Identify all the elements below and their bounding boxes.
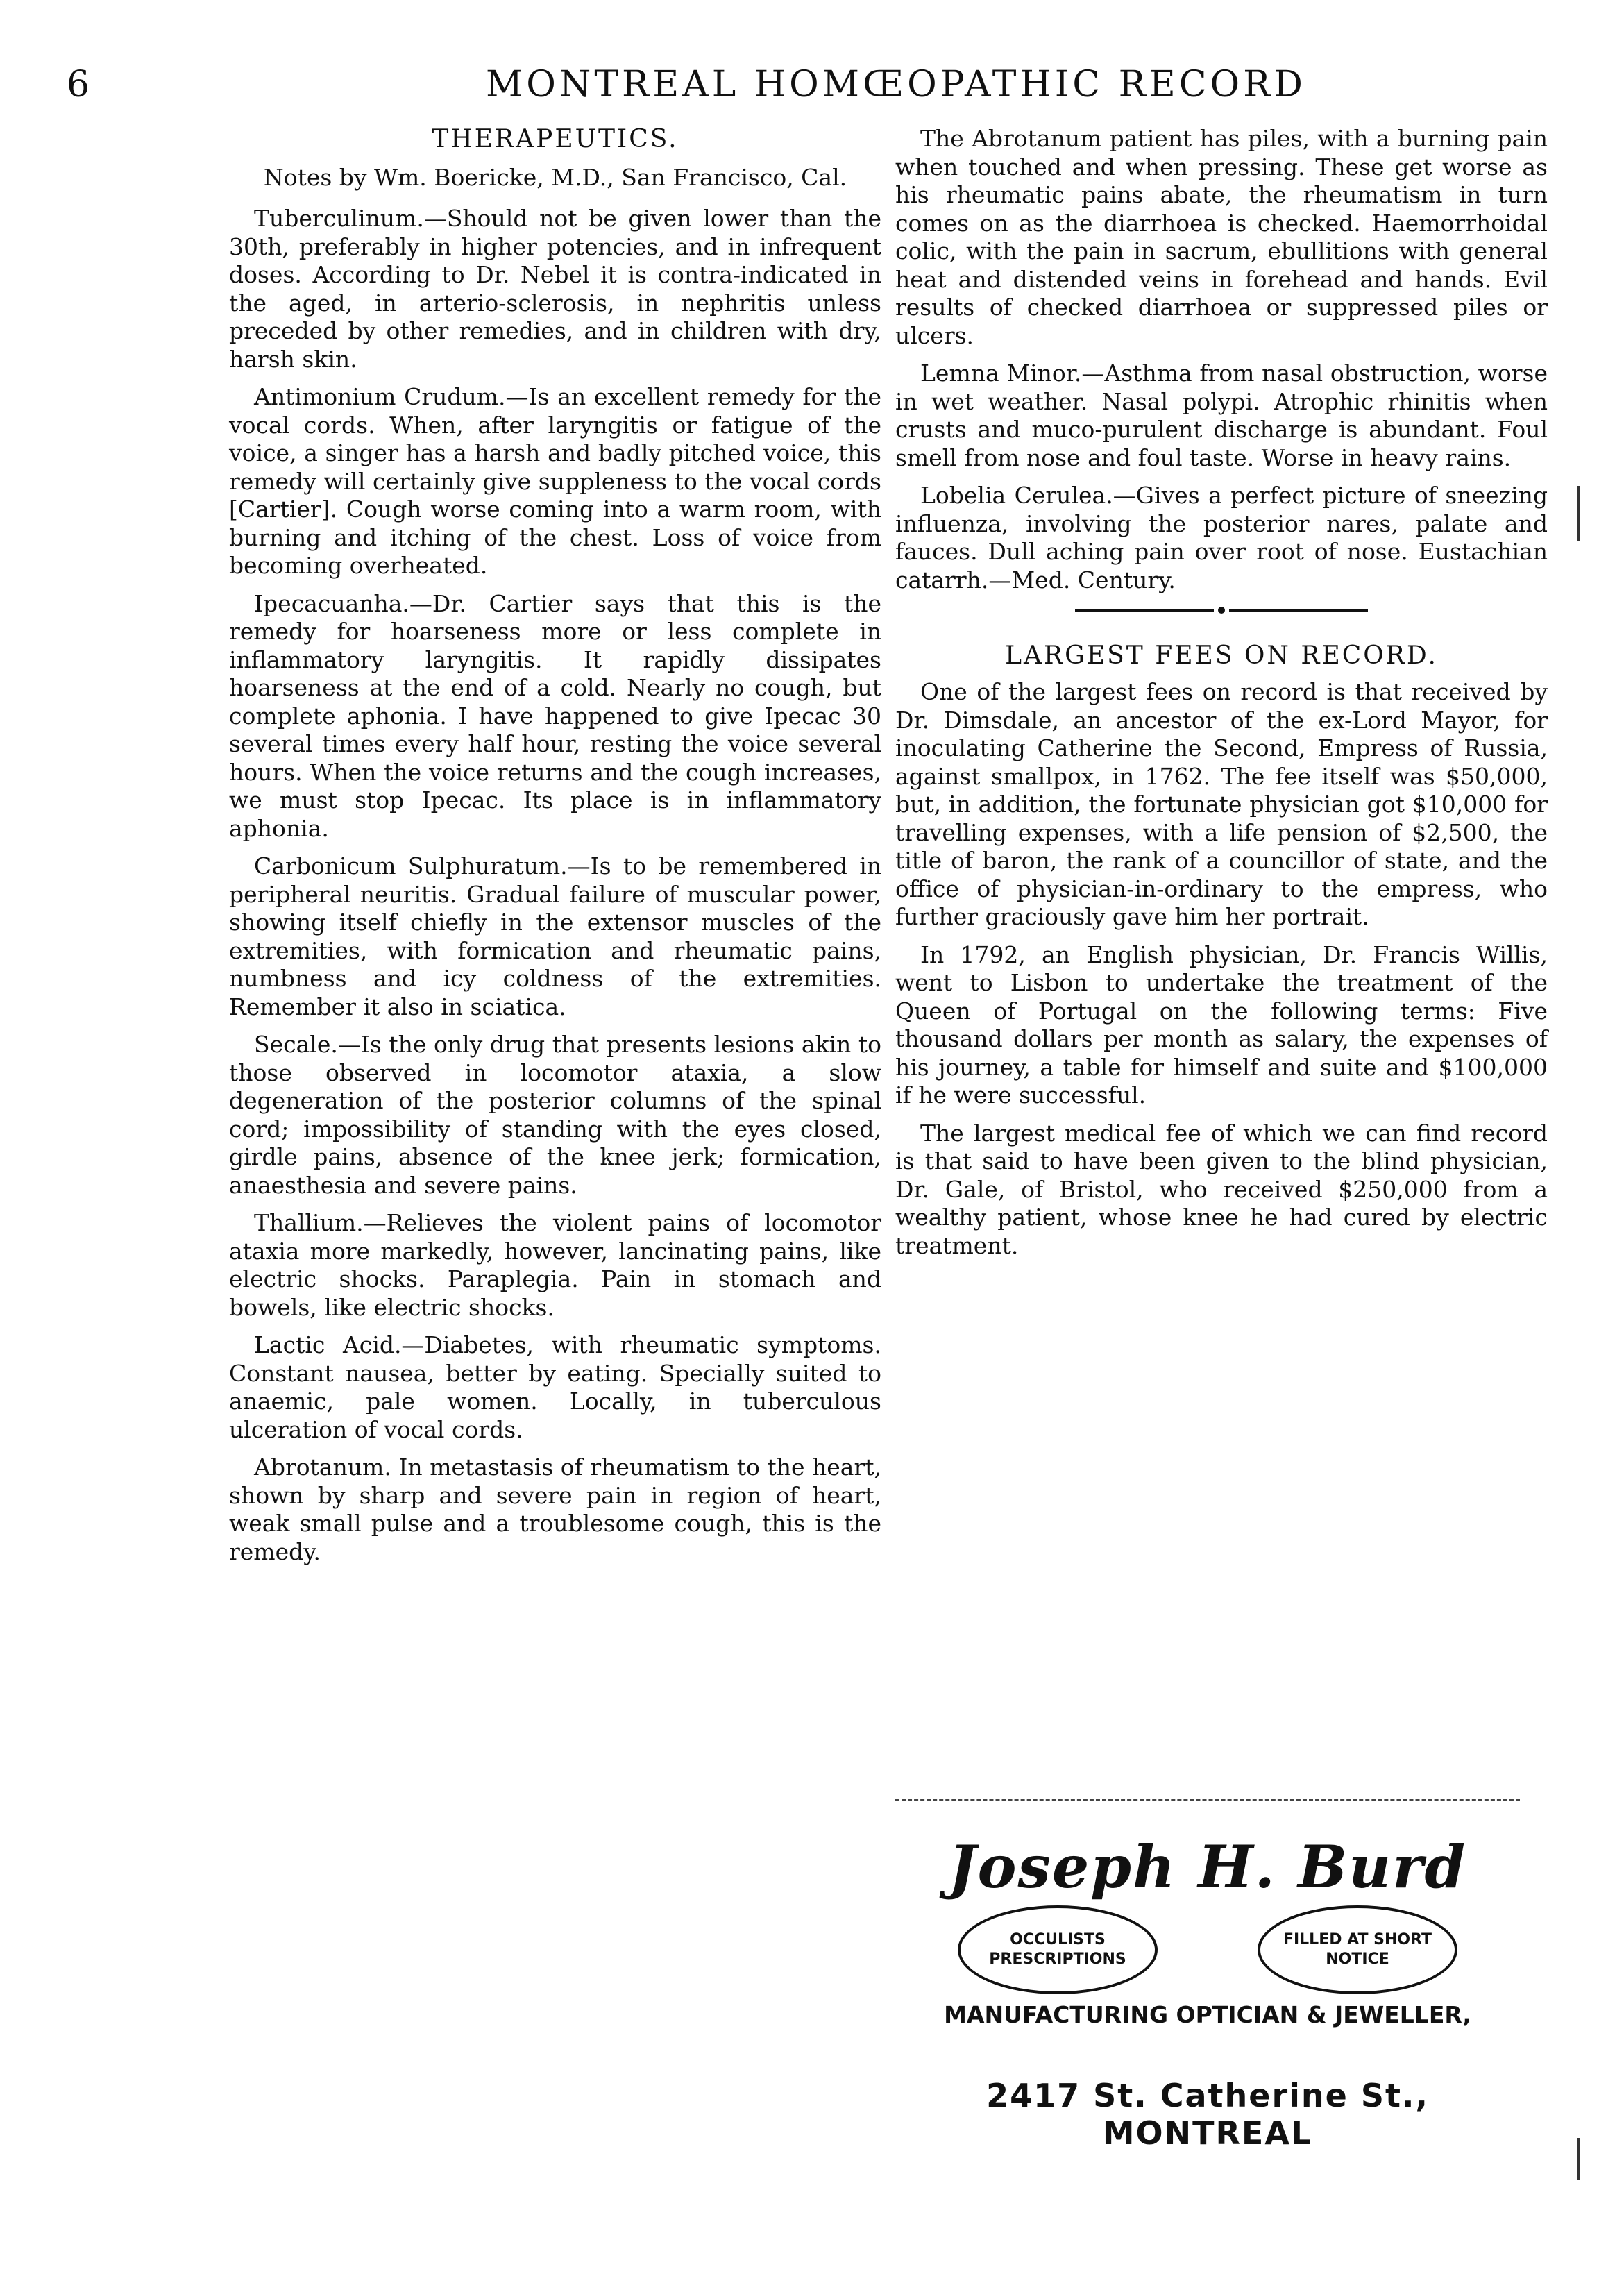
article-title-fees: LARGEST FEES ON RECORD. bbox=[1005, 641, 1438, 670]
right-column bbox=[895, 125, 1548, 1270]
page-number: 6 bbox=[67, 64, 90, 106]
paragraph-dimsdale: One of the largest fees on record is that received by Dr. Dimsdale, an ancestor of the ex-Lord Mayor, for inoculating Catherine the Second, Empress of Russia, against smallpox, in 1762. The fee itself was $50,000, but, in addition, the fortunate physician got $10,000 for travelling expenses, with a life pension of $2,500, the title of baron, the rank of a councillor of state, and the office of physician-in-ordinary to the empress, who further graciously gave him her portrait. bbox=[895, 678, 1548, 930]
paragraph-antimonium: Antimonium Crudum.—Is an excellent remedy for the vocal cords. When, after laryngitis or fatigue of the voice, a singer has a harsh and badly pitched voice, this remedy will certainly give suppleness to the vocal cords [Cartier]. Cough worse coming into a warm room, with burning and itching of the chest. Loss of voice from becoming overheated. bbox=[229, 383, 881, 579]
advertisement-rule bbox=[895, 1799, 1520, 1801]
ad-tagline: MANUFACTURING OPTICIAN & JEWELLER, bbox=[944, 2001, 1471, 2028]
paragraph-lactic-acid: Lactic Acid.—Diabetes, with rheumatic symptoms. Constant nausea, better by eating. Specially suited to anaemic, pale women. Locally, in tuberculous ulceration of vocal cords. bbox=[229, 1331, 881, 1443]
paragraph-gale: The largest medical fee of which we can find record is that said to have been given to the blind physician, Dr. Gale, of Bristol, who received $250,000 from a wealthy patient, whose knee he had cured by electric treatment. bbox=[895, 1119, 1548, 1259]
paragraph-abrotanum: Abrotanum. In metastasis of rheumatism to the heart, shown by sharp and severe pain in region of heart, weak small pulse and a troublesome cough, this is the remedy. bbox=[229, 1453, 881, 1565]
paragraph-lobelia: Lobelia Cerulea.—Gives a perfect picture of sneezing influenza, involving the posterior nares, palate and fauces. Dull aching pain over root of nose. Eustachian catarrh.—Med. Century. bbox=[895, 482, 1548, 593]
section-divider bbox=[895, 607, 1548, 614]
seal-right: FILLED AT SHORT NOTICE bbox=[1258, 1905, 1457, 1994]
advertisement bbox=[895, 1832, 1520, 2152]
paragraph-tuberculinum: Tuberculinum.—Should not be given lower than the 30th, preferably in higher potencies, and in infrequent doses. According to Dr. Nebel it is contra-indicated in the aged, in arterio-sclerosis, in nephritis unless preceded by other remedies, and in children with dry, harsh skin. bbox=[229, 205, 881, 373]
paragraph-ipecacuanha: Ipecacuanha.—Dr. Cartier says that this is the remedy for hoarseness more or less complete in inflammatory laryngitis. It rapidly dissipates hoarseness at the end of a cold. Nearly no cough, but complete aphonia. I have happened to give Ipecac 30 several times every half hour, resting the voice several hours. When the voice returns and the cough increases, we must stop Ipecac. Its place is in inflammatory aphonia. bbox=[229, 589, 881, 842]
paragraph-carbonicum: Carbonicum Sulphuratum.—Is to be remembered in peripheral neuritis. Gradual failure of muscular power, showing itself chiefly in the extensor muscles of the extremities, with formication and rheumatic pains, numbness and icy coldness of the extremities. Remember it also in sciatica. bbox=[229, 852, 881, 1020]
seal-left: OCCULISTS PRESCRIPTIONS bbox=[958, 1905, 1158, 1994]
paragraph-lemna: Lemna Minor.—Asthma from nasal obstruction, worse in wet weather. Nasal polypi. Atrophic rhinitis when crusts and muco-purulent discharge is abundant. Foul smell from nose and foul taste. Worse in heavy rains. bbox=[895, 360, 1548, 471]
ad-emblems bbox=[895, 1905, 1520, 1994]
page-header bbox=[0, 64, 1624, 106]
paragraph-secale: Secale.—Is the only drug that presents lesions akin to those observed in locomotor ataxia, a slow degeneration of the posterior columns of the spinal cord; impossibility of standing with the eyes closed, girdle pains, absence of the knee jerk; formication, anaesthesia and severe pains. bbox=[229, 1031, 881, 1199]
running-head: MONTREAL HOMŒOPATHIC RECORD bbox=[486, 64, 1306, 106]
left-column bbox=[229, 125, 881, 1576]
ad-address: 2417 St. Catherine St., MONTREAL bbox=[986, 2077, 1429, 2152]
advertiser-name: Joseph H. Burd bbox=[948, 1832, 1467, 1901]
article-title-therapeutics: THERAPEUTICS. bbox=[432, 125, 679, 153]
byline: Notes by Wm. Boericke, M.D., San Francisco, Cal. bbox=[263, 164, 847, 191]
paragraph-willis: In 1792, an English physician, Dr. Francis Willis, went to Lisbon to undertake the treatment of the Queen of Portugal on the following terms: Five thousand dollars per month as salary, the expenses of his journey, a table for himself and suite and $100,000 if he were successful. bbox=[895, 941, 1548, 1109]
paragraph-thallium: Thallium.—Relieves the violent pains of locomotor ataxia more markedly, however, lancinating pains, like electric shocks. Paraplegia. Pain in stomach and bowels, like electric shocks. bbox=[229, 1209, 881, 1321]
margin-mark bbox=[1577, 486, 1580, 541]
paragraph-abrotanum-patient: The Abrotanum patient has piles, with a burning pain when touched and when pressing. These get worse as his rheumatic pains abate, the rheumatism in turn comes on as the diarrhoea is checked. Haemorrhoidal colic, with the pain in sacrum, ebullitions with general heat and distended veins in forehead and hands. Evil results of checked diarrhoea or suppressed piles or ulcers. bbox=[895, 125, 1548, 349]
margin-mark bbox=[1577, 2138, 1580, 2180]
